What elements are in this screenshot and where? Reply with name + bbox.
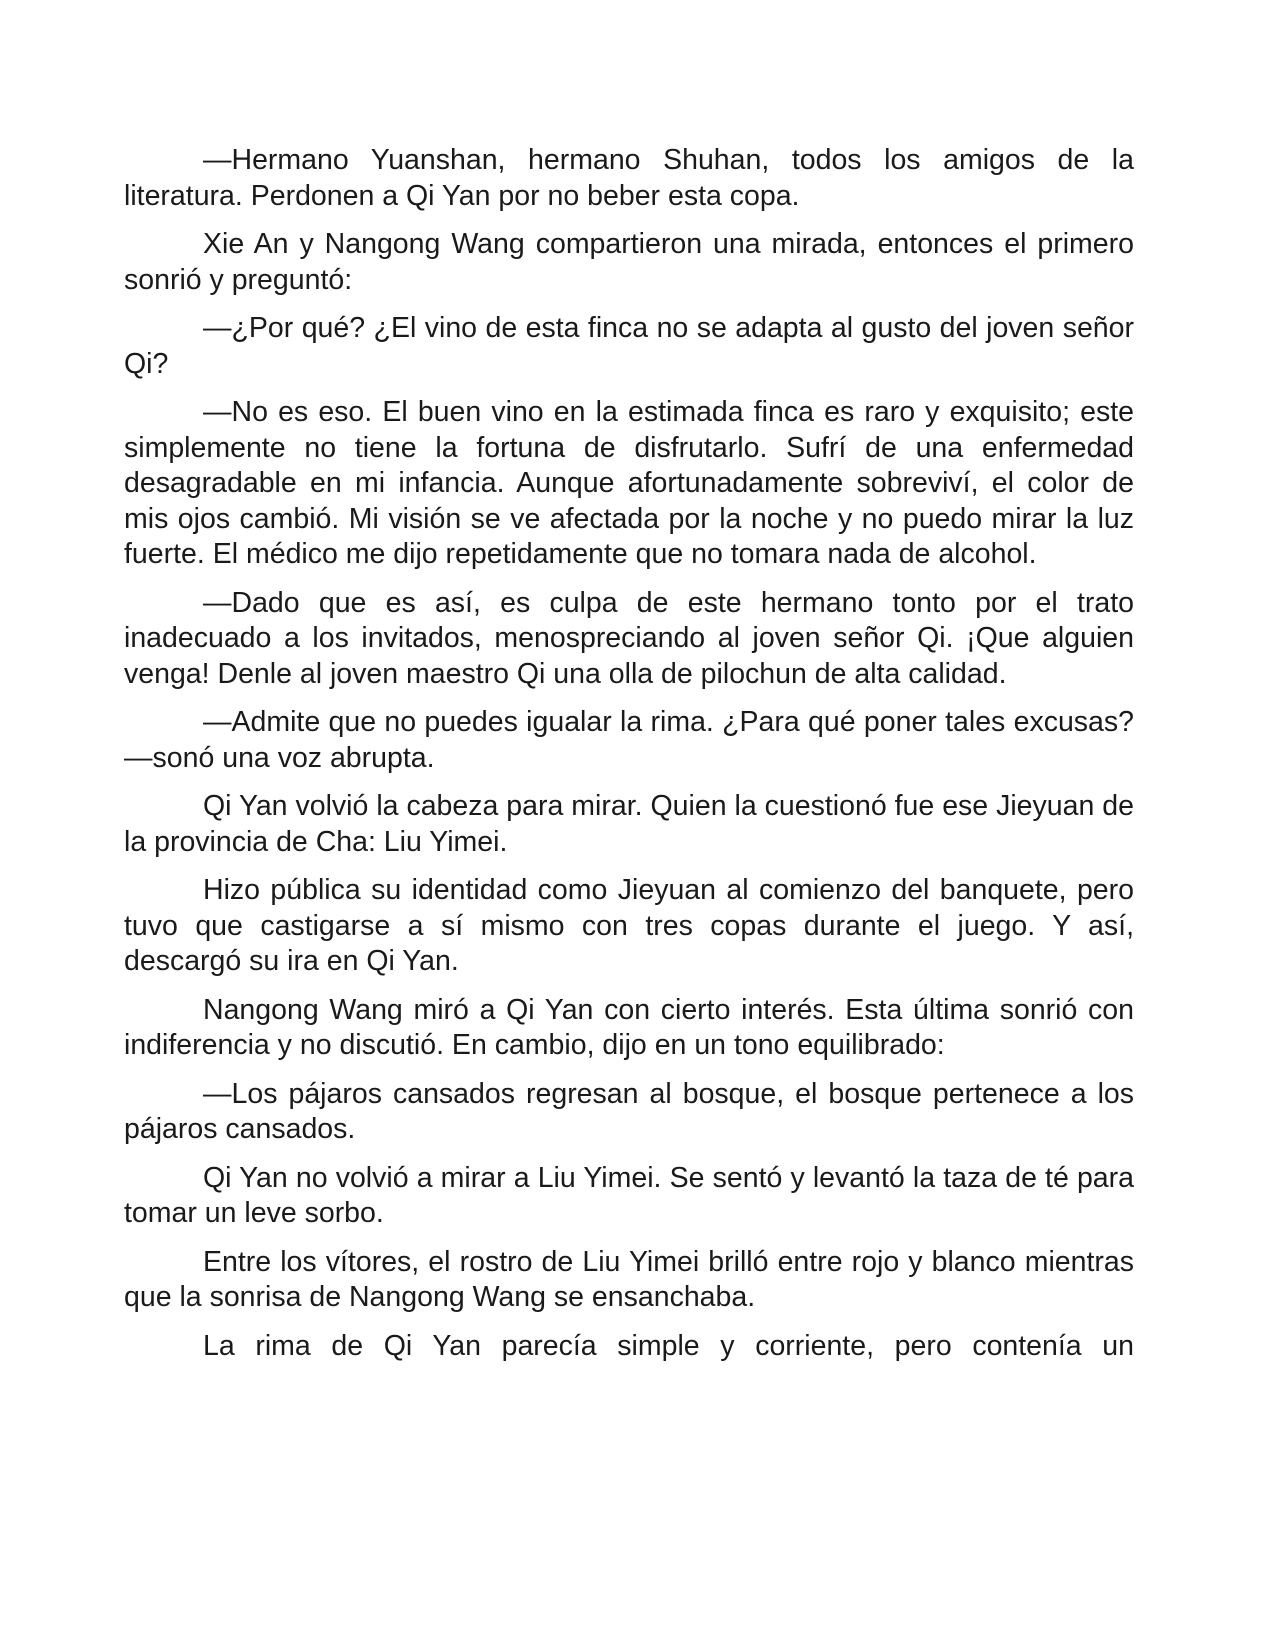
paragraph: —Hermano Yuanshan, hermano Shuhan, todos los amigos de la literatura. Perdonen a Qi Yan por no beber esta copa. [124,144,1134,212]
paragraph: Qi Yan volvió la cabeza para mirar. Quien la cuestionó fue ese Jieyuan de la provincia de Cha: Liu Yimei. [124,790,1134,858]
paragraph: Hizo pública su identidad como Jieyuan al comienzo del banquete, pero tuvo que castigarse a sí mismo con tres copas durante el juego. Y así, descargó su ira en Qi Yan. [124,874,1134,977]
paragraph: Entre los vítores, el rostro de Liu Yimei brilló entre rojo y blanco mientras que la sonrisa de Nangong Wang se ensanchaba. [124,1245,1134,1313]
document-page [124,143,1134,1377]
paragraph: —Dado que es así, es culpa de este hermano tonto por el trato inadecuado a los invitados, menospreciando al joven señor Qi. ¡Que alguien venga! Denle al joven maestro Qi una olla de pilochun de alta calidad. [124,586,1134,690]
paragraph: —Los pájaros cansados regresan al bosque, el bosque pertenece a los pájaros cansados. [124,1077,1134,1145]
paragraph: Xie An y Nangong Wang compartieron una mirada, entonces el primero sonrió y preguntó: [124,228,1134,296]
paragraph: —¿Por qué? ¿El vino de esta finca no se adapta al gusto del joven señor Qi? [124,312,1134,380]
paragraph: Nangong Wang miró a Qi Yan con cierto interés. Esta última sonrió con indiferencia y no discutió. En cambio, dijo en un tono equilibrado: [124,993,1134,1061]
paragraph: La rima de Qi Yan parecía simple y corriente, pero contenía un [203,1329,1134,1362]
paragraph: —Admite que no puedes igualar la rima. ¿Para qué poner tales excusas? —sonó una voz abrupta. [124,706,1134,774]
paragraph: —No es eso. El buen vino en la estimada finca es raro y exquisito; este simplemente no tiene la fortuna de disfrutarlo. Sufrí de una enfermedad desagradable en mi infancia. Aunque afortunadamente sobreviví, el color de mis ojos cambió. Mi visión se ve afectada por la noche y no puedo mirar la luz fuerte. El médico me dijo repetidamente que no tomara nada de alcohol. [124,396,1134,570]
paragraph: Qi Yan no volvió a mirar a Liu Yimei. Se sentó y levantó la taza de té para tomar un leve sorbo. [124,1161,1134,1229]
